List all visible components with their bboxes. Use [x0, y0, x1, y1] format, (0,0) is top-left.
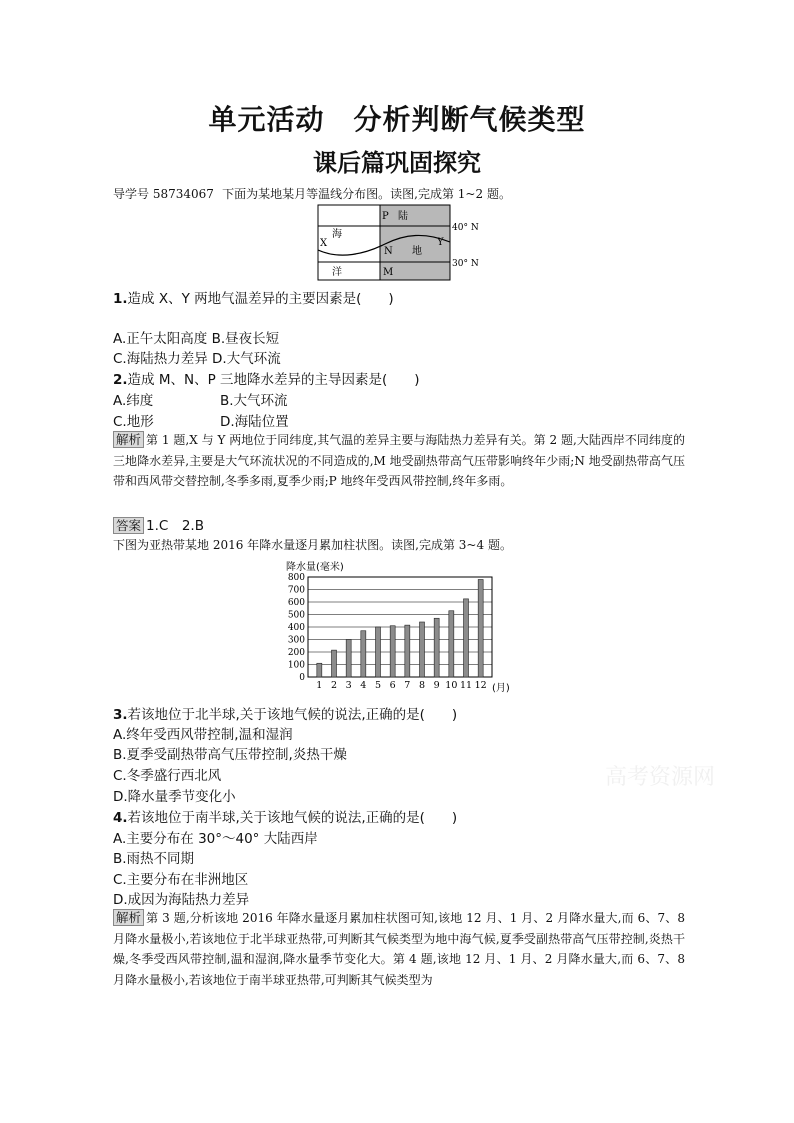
- chart-bar: [434, 618, 439, 677]
- question-4: [113, 806, 457, 826]
- label-x: X: [320, 238, 328, 249]
- chart-xtick-label: 5: [374, 680, 382, 691]
- chart-ytick-label: 100: [287, 660, 305, 671]
- q2-option-a: A.纬度: [113, 393, 154, 409]
- isotherm-map: [310, 204, 510, 284]
- chart-ytick-label: 200: [287, 648, 305, 658]
- question-4-stem: 若该地位于南半球,关于该地气候的说法,正确的是( ): [127, 810, 458, 826]
- answer-text: 1.C 2.B: [146, 518, 204, 534]
- chart-xtick-label: 12: [474, 680, 487, 691]
- label-y: Y: [437, 237, 444, 248]
- chart-bar: [332, 650, 337, 677]
- question-4-number: 4.: [113, 810, 128, 826]
- chart-bar: [464, 599, 469, 677]
- label-hai: 海: [332, 229, 342, 240]
- q3-option-a: A.终年受西风带控制,温和湿润: [113, 727, 293, 743]
- explanation-2: [113, 908, 685, 990]
- explanation-2-text: 第 3 题,分析该地 2016 年降水量逐月累加柱状图可知,该地 12 月、1 月、2 月降水量大,而 6、7、8 月降水量极小,若该地位于北半球亚热带,可判断其气候类型为地中海气候,夏季受副热带高气压带控制,炎热干燥,冬季受西风带控制,温和湿润,降水量季节变化大。第 4 题,该地 12 月、1 月、2 月降水量大,而 6、7、8 月降水量极小,若该地位于南半球亚热带,可判断其气候类型为: [113, 911, 685, 987]
- chart-yticks: [288, 573, 305, 683]
- question-2-number: 2.: [113, 372, 128, 388]
- chart-ytick-label: 700: [287, 585, 305, 596]
- chart-ytick-label: 0: [299, 673, 305, 683]
- q3-option-d: D.降水量季节变化小: [113, 789, 236, 805]
- chart-xtick-label: 10: [445, 680, 458, 691]
- chart-ylabel: 降水量(毫米): [286, 562, 344, 573]
- chart-bar: [346, 640, 351, 678]
- chart-bar: [376, 627, 381, 677]
- q1-option-c: C.海陆热力差异: [113, 351, 208, 367]
- question-3-stem: 若该地位于北半球,关于该地气候的说法,正确的是( ): [127, 707, 458, 723]
- chart-xtick-label: 6: [389, 680, 396, 691]
- question-3: [113, 703, 457, 723]
- chart-ytick-label: 400: [287, 623, 305, 633]
- q1-option-a: A.正午太阳高度: [113, 331, 208, 347]
- label-lu: 陆: [398, 211, 408, 222]
- q2-option-b: B.大气环流: [220, 393, 288, 409]
- page-title: 单元活动 分析判断气候类型: [208, 103, 586, 136]
- label-p: P: [382, 211, 389, 222]
- question-2: [113, 368, 420, 388]
- label-30n: 30° N: [452, 259, 479, 269]
- label-di: 地: [412, 246, 422, 257]
- label-m: M: [383, 267, 394, 278]
- chart-xtick-label: 3: [345, 680, 352, 691]
- label-yang: 洋: [332, 267, 342, 278]
- chart-bars: [317, 580, 483, 678]
- chart-xtick-label: 7: [404, 680, 411, 691]
- q4-option-a: A.主要分布在 30°～40° 大陆西岸: [113, 831, 318, 847]
- q3-option-c: C.冬季盛行西北风: [113, 768, 222, 784]
- q4-option-b: B.雨热不同期: [113, 851, 195, 867]
- chart-xtick-label: 1: [316, 680, 323, 691]
- precipitation-bar-chart: [280, 557, 520, 697]
- chart-bar: [361, 631, 366, 677]
- intro-2: 下图为亚热带某地 2016 年降水量逐月累加柱状图。读图,完成第 3~4 题。: [113, 538, 512, 552]
- q2-option-c: C.地形: [113, 414, 154, 430]
- answer-tag: 答案: [113, 517, 144, 534]
- chart-xtick-label: 4: [360, 680, 367, 691]
- chart-xtick-label: 11: [459, 680, 473, 691]
- chart-bar: [405, 625, 410, 677]
- guide-number: 导学号 58734067: [113, 187, 214, 201]
- question-1-stem: 造成 X、Y 两地气温差异的主要因素是( ): [127, 291, 394, 307]
- answer-1: [113, 514, 204, 534]
- explanation-1-tag: 解析: [113, 431, 144, 448]
- question-2-stem: 造成 M、N、P 三地降水差异的主导因素是( ): [127, 372, 420, 388]
- question-3-number: 3.: [113, 707, 128, 723]
- chart-bar: [317, 663, 322, 677]
- explanation-1: [113, 430, 685, 492]
- chart-bar: [390, 626, 395, 677]
- question-1: [113, 287, 394, 307]
- chart-bar: [478, 580, 483, 678]
- q4-option-c: C.主要分布在非洲地区: [113, 872, 249, 888]
- explanation-1-text: 第 1 题,X 与 Y 两地位于同纬度,其气温的差异主要与海陆热力差异有关。第 2 题,大陆西岸不同纬度的三地降水差异,主要是大气环流状况的不同造成的,M 地受副热带高气压带影响终年少雨;N 地受副热带高气压带和西风带交替控制,冬季多雨,夏季少雨;P 地终年受西风带控制,终年多雨。: [113, 433, 685, 488]
- watermark: 高考资源网: [605, 765, 716, 790]
- q4-option-d: D.成因为海陆热力差异: [113, 892, 250, 908]
- chart-xticks: [316, 680, 486, 691]
- chart-ytick-label: 300: [287, 635, 305, 646]
- chart-x-unit: (月): [492, 683, 510, 694]
- question-1-number: 1.: [113, 291, 128, 307]
- chart-xtick-label: 2: [330, 680, 338, 691]
- explanation-2-tag: 解析: [113, 909, 144, 926]
- q1-option-b: B.昼夜长短: [211, 331, 280, 347]
- label-40n: 40° N: [452, 223, 479, 233]
- chart-xtick-label: 9: [433, 680, 440, 691]
- question-1-options-row1: [113, 327, 279, 347]
- label-n: N: [384, 246, 393, 257]
- intro-1-text: 下面为某地某月等温线分布图。读图,完成第 1~2 题。: [222, 187, 511, 201]
- chart-ytick-label: 800: [287, 573, 305, 583]
- chart-ytick-label: 500: [287, 610, 305, 621]
- chart-bar: [420, 622, 425, 677]
- q1-option-d: D.大气环流: [212, 351, 281, 367]
- q3-option-b: B.夏季受副热带高气压带控制,炎热干燥: [113, 747, 347, 763]
- chart-xtick-label: 8: [418, 680, 426, 691]
- intro-1: [113, 185, 511, 204]
- question-1-options-row2: [113, 347, 281, 367]
- chart-bar: [449, 611, 454, 677]
- chart-ytick-label: 600: [287, 598, 305, 608]
- page-subtitle: 课后篇巩固探究: [313, 148, 481, 177]
- q2-option-d: D.海陆位置: [220, 414, 289, 430]
